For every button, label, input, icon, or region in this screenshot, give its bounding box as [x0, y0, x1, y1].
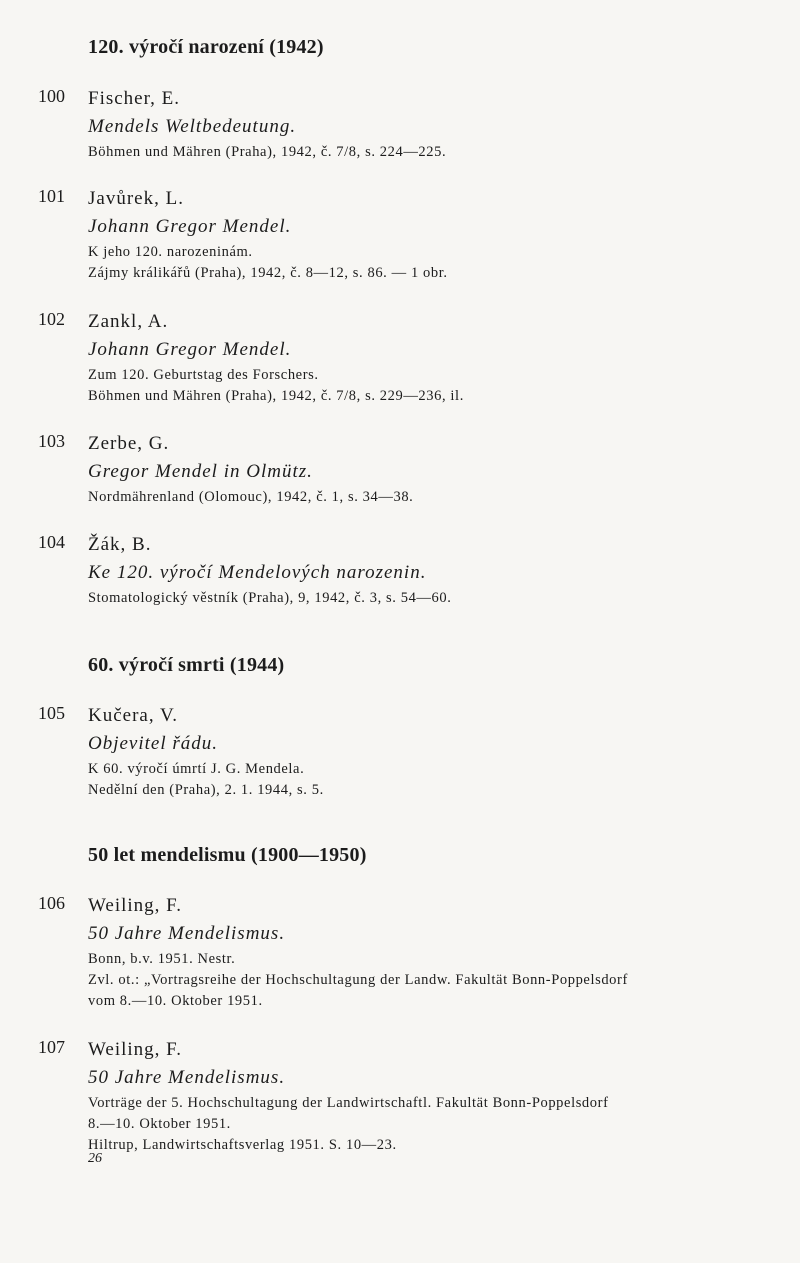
entry-detail: Hiltrup, Landwirtschaftsverlag 1951. S. 10—23. — [88, 1137, 397, 1153]
entry-detail: Vorträge der 5. Hochschultagung der Landwirtschaftl. Fakultät Bonn-Poppelsdorf — [88, 1095, 609, 1111]
entry-number: 103 — [38, 431, 65, 451]
entry-title: Johann Gregor Mendel. — [88, 339, 292, 360]
entry-detail: Zvl. ot.: „Vortragsreihe der Hochschultagung der Landw. Fakultät Bonn-Poppelsdorf — [88, 972, 628, 988]
section-heading: 120. výročí narození (1942) — [88, 36, 324, 58]
entry-title: Objevitel řádu. — [88, 733, 219, 754]
entry-author: Zerbe, G. — [88, 433, 170, 454]
entry-detail: Nordmährenland (Olomouc), 1942, č. 1, s. 34—38. — [88, 489, 414, 505]
entry-detail: Bonn, b.v. 1951. Nestr. — [88, 951, 236, 967]
entry-author: Zankl, A. — [88, 311, 169, 332]
entry-detail: Zájmy králikářů (Praha), 1942, č. 8—12, s. 86. — 1 obr. — [88, 265, 448, 281]
entry-detail: vom 8.—10. Oktober 1951. — [88, 993, 263, 1009]
page-number: 26 — [88, 1151, 102, 1166]
section-heading: 60. výročí smrti (1944) — [88, 654, 285, 676]
entry-author: Žák, B. — [88, 534, 152, 555]
entry-number: 101 — [38, 186, 65, 206]
entry-number: 106 — [38, 893, 65, 913]
entry-number: 100 — [38, 86, 65, 106]
entry-author: Weiling, F. — [88, 895, 182, 916]
entry-detail: Nedělní den (Praha), 2. 1. 1944, s. 5. — [88, 782, 324, 798]
entry-detail: Böhmen und Mähren (Praha), 1942, č. 7/8, s. 229—236, il. — [88, 388, 464, 404]
section-heading: 50 let mendelismu (1900—1950) — [88, 844, 367, 866]
entry-title: Gregor Mendel in Olmütz. — [88, 461, 313, 482]
entry-author: Kučera, V. — [88, 705, 179, 726]
entry-title: 50 Jahre Mendelismus. — [88, 923, 286, 944]
entry-number: 105 — [38, 703, 65, 723]
entry-detail: Böhmen und Mähren (Praha), 1942, č. 7/8, s. 224—225. — [88, 144, 447, 160]
entry-detail: Stomatologický věstník (Praha), 9, 1942, č. 3, s. 54—60. — [88, 590, 452, 606]
entry-title: Mendels Weltbedeutung. — [88, 116, 297, 137]
entry-title: Johann Gregor Mendel. — [88, 216, 292, 237]
entry-detail: Zum 120. Geburtstag des Forschers. — [88, 367, 319, 383]
entry-author: Fischer, E. — [88, 88, 181, 109]
entry-number: 104 — [38, 532, 65, 552]
entry-number: 107 — [38, 1037, 65, 1057]
entry-title: Ke 120. výročí Mendelových narozenin. — [88, 562, 427, 583]
entry-detail: 8.—10. Oktober 1951. — [88, 1116, 231, 1132]
entry-author: Javůrek, L. — [88, 188, 184, 209]
entry-number: 102 — [38, 309, 65, 329]
entry-author: Weiling, F. — [88, 1039, 182, 1060]
entry-title: 50 Jahre Mendelismus. — [88, 1067, 286, 1088]
entry-detail: K 60. výročí úmrtí J. G. Mendela. — [88, 761, 305, 777]
entry-detail: K jeho 120. narozeninám. — [88, 244, 253, 260]
